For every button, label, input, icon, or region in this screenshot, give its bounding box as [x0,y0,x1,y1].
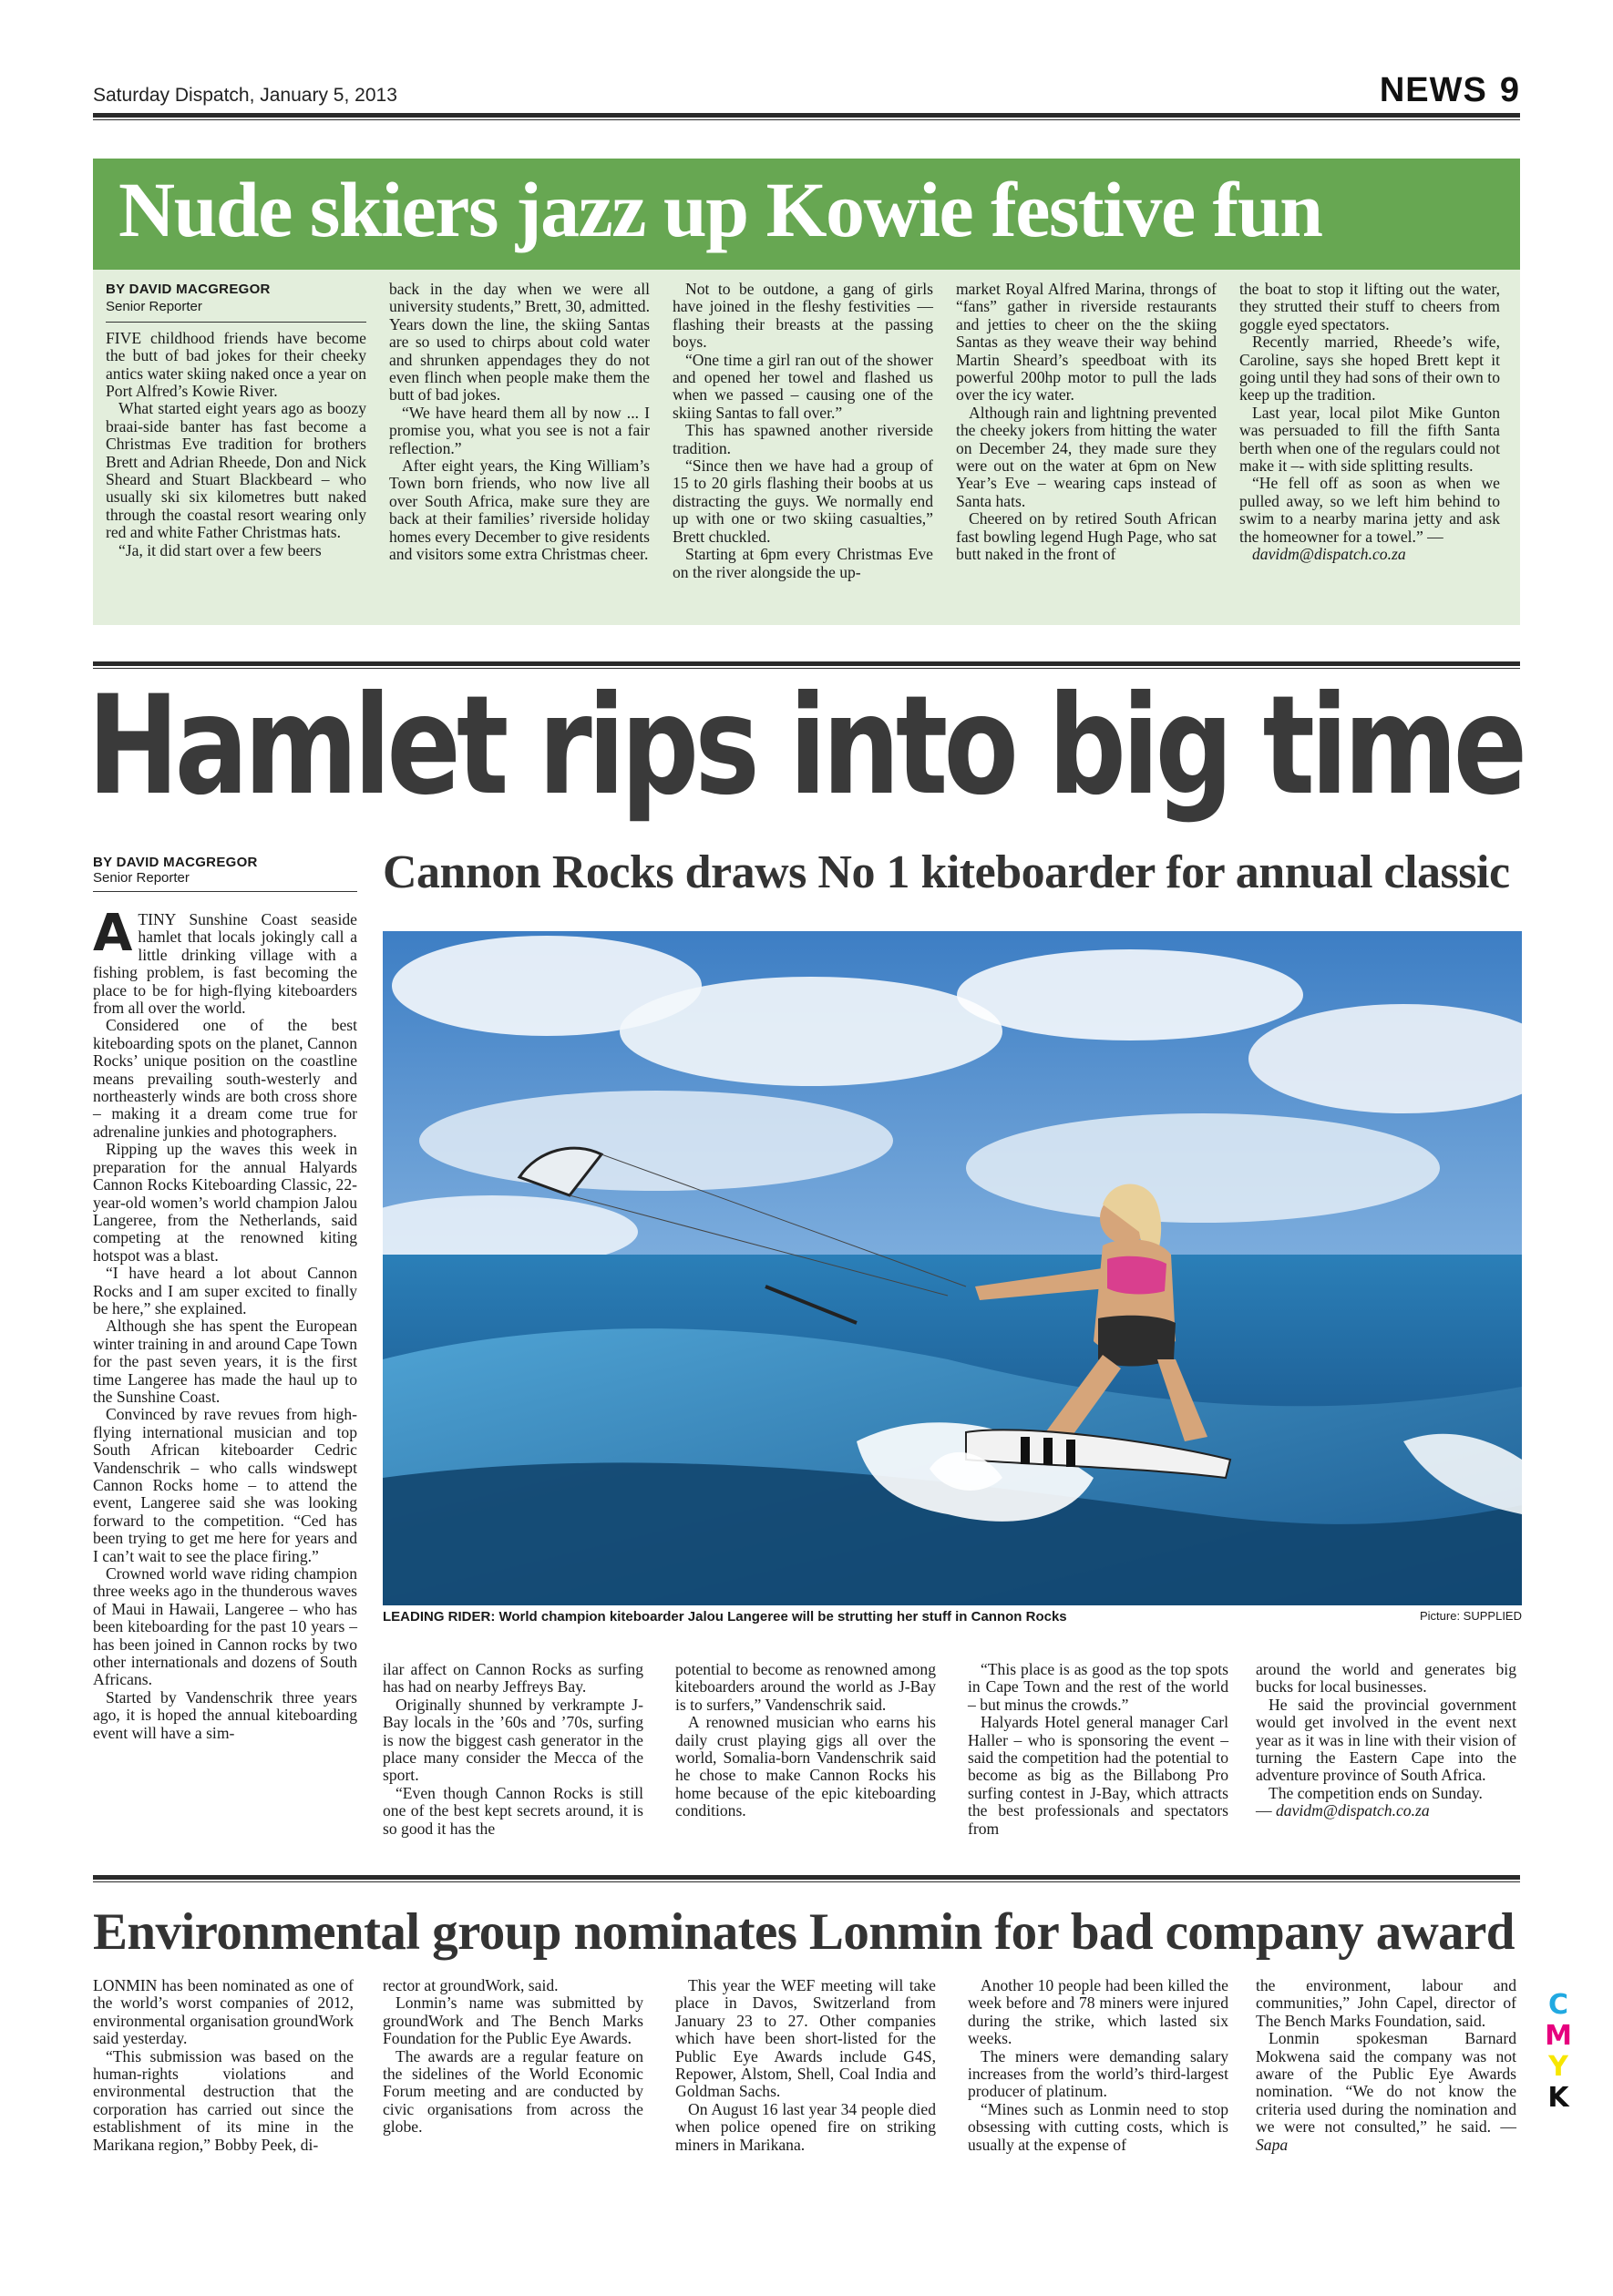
kowie-paragraph: “Ja, it did start over a few beers [118,540,322,559]
hamlet-paragraph: Although she has spent the European winter training in and around Cape Town for the past seven years, it is the first time Langeree has made the haul up to the Sunshine Coast. [93,1317,357,1406]
cmyk-key: K [1547,2082,1569,2114]
lonmin-paragraph: Lonmin’s name was submitted by groundWork and The Bench Marks Foundation for the Public Eye Awards. [383,1994,643,2048]
lonmin-headline: Environmental group nominates Lonmin for bad company award [93,1903,1515,1961]
hamlet-byline-rule [93,891,357,892]
hamlet-headline: Hamlet rips into big time [87,667,1524,825]
drop-cap: A [93,904,133,963]
hamlet-lead-column [93,904,357,1742]
lonmin-signoff: Sapa [1256,2135,1289,2154]
kowie-column-5 [1239,281,1500,564]
lonmin-column-5 [1256,1977,1516,2154]
hamlet-column-4 [968,1661,1228,1838]
hamlet-byline-block [93,855,357,899]
kowie-paragraph: Not to be outdone, a gang of girls have joined in the fleshy festivities — flashing their breasts at the passing boys. [673,280,933,352]
hamlet-column-5 [1256,1661,1516,1820]
kowie-paragraph: Although rain and lightning prevented the cheeky jokers from hitting the water on December 24, they made sure they were out on the water at 6pm on New Year’s Eve – wearing caps instead of Santa hats. [956,403,1217,510]
kowie-headline: Nude skiers jazz up Kowie festive fun [118,166,1322,253]
lonmin-column-4 [968,1977,1228,2154]
page-number: 9 [1499,71,1520,109]
hamlet-paragraph: Originally shunned by verkrampte J-Bay locals in the ’60s and ’70s, surfing is now the biggest cash generator in the place many consider the Mecca of the sport. [383,1695,643,1785]
kowie-paragraph: This has spawned another riverside tradition. [673,421,933,457]
hamlet-paragraph: “Even though Cannon Rocks is still one of the best kept secrets around, it is so good it has the [383,1783,643,1838]
kowie-byline-role: Senior Reporter [106,299,202,315]
hamlet-paragraph: Convinced by rave revues from high-flying international musician and top South African kiteboarder Cedric Vandenschrik – who calls windswept Cannon Rocks home – to attend the event, Langeree said she was looking forward to the competition. “Ced has been trying to get me here for years and I can’t wait to see the place firing.” [93,1405,357,1565]
kiteboarder-illustration [383,931,1522,1605]
hamlet-paragraph: Ripping up the waves this week in preparation for the annual Halyards Cannon Rocks Kiteboarding Classic, 22-year-old women’s world champion Jalou Langeree, from the Netherlands, said competing at the renowned kiting hotspot was a blast. [93,1140,357,1265]
photo-caption [383,1609,1522,1625]
kowie-paragraph: “One time a girl ran out of the shower and opened her towel and flashed us when we passed – causing one of the skiing Santas to fall over.” [673,350,933,422]
hamlet-column-3 [675,1661,936,1820]
section-name: NEWS [1379,71,1487,109]
lonmin-paragraph: LONMIN has been nominated as one of the world’s worst companies of 2012, environmental organisation groundWork said yesterday. [93,1976,354,2048]
lonmin-paragraph: This year the WEF meeting will take place in Davos, Switzerland from January 23 to 27. Other companies which have been short-listed for the Public Eye Awards include G4S, Repower, Alstom, Shell, Coal India and Goldman Sachs. [675,1976,936,2101]
kowie-email [1239,546,1500,563]
kowie-paragraph: Starting at 6pm every Christmas Eve on the river alongside the up- [673,545,933,581]
hamlet-paragraph: A renowned musician who earns his daily crust playing gigs all over the world, Somalia-born Vandenschrik said he chose to make Cannon Rocks his home because of the epic kiteboarding conditions. [675,1713,936,1820]
kiteboarder-photo [383,931,1522,1605]
lonmin-paragraph: On August 16 last year 34 people died when police opened fire on striking miners in Marikana. [675,2099,936,2154]
kowie-paragraph: Recently married, Rheede’s wife, Caroline, says she hoped Brett kept it going until they had sons of their own to keep up the tradition. [1239,333,1500,405]
hamlet-byline-role: Senior Reporter [93,870,190,886]
hamlet-paragraph: ilar affect on Cannon Rocks as surfing has had on nearby Jeffreys Bay. [383,1660,643,1696]
hamlet-paragraph: “This place is as good as the top spots in Cape Town and the rest of the world – but minus the crowds.” [968,1660,1228,1714]
cmyk-magenta: M [1545,2020,1572,2052]
lonmin-rule [93,1875,1520,1880]
kowie-paragraph: FIVE childhood friends have become the butt of bad jokes for their cheeky antics water skiing naked once a year on Port Alfred’s Kowie River. [106,328,366,401]
kowie-paragraph: What started eight years ago as boozy braai-side banter has fast become a Christmas Eve tradition for brothers Brett and Adrian Rheede, Don and Nick Sheard and Stuart Blackbeard – who usually ski six kilometres butt naked through the coastal resort wearing only red and white Father Christmas hats. [106,399,366,542]
lonmin-paragraph: Another 10 people had been killed the week before and 78 miners were injured during the strike, which lasted six weeks. [968,1976,1228,2048]
section-label [1380,71,1520,110]
cmyk-cyan: C [1547,1989,1569,2021]
kowie-paragraph: the boat to stop it lifting out the water, they strutted their stuff to cheers from goggle eyed spectators. [1239,280,1500,333]
kowie-paragraph: “Since then we have had a group of 15 to 20 girls flashing their boobs at us distracting the guys. We normally end up with one or two skiing casualties,” Brett chuckled. [673,456,933,546]
lonmin-rule-thin [93,1881,1520,1882]
hamlet-subheadline: Cannon Rocks draws No 1 kiteboarder for annual classic [383,846,1510,898]
photo-credit: Picture: SUPPLIED [1420,1609,1522,1623]
kowie-column-2 [389,281,650,564]
kowie-paragraph: “He fell off as soon as when we pulled away, so we left him behind to swim to a nearby marina jetty and ask the homeowner for a towel.” — [1239,474,1500,546]
cmyk-marks [1540,1990,1577,2114]
hamlet-paragraph: Considered one of the best kiteboarding spots on the planet, Cannon Rocks’ unique position on the coastline means prevailing south-westerly and northeasterly winds are both cross shore – making it a dream come true for adrenaline junkies and photographers. [93,1016,357,1141]
hamlet-paragraph: The competition ends on Sunday. [1269,1783,1483,1802]
hamlet-column-2 [383,1661,643,1838]
lonmin-paragraph-text: Lonmin spokesman Barnard Mokwena said the company was not aware of the Public Eye Awards nomination. “We do not know the criteria used during the nomination and we were not consulted,” he said. — [1256,2029,1516,2137]
lonmin-paragraph [1256,2030,1516,2154]
lonmin-column-2 [383,1977,643,2137]
hamlet-paragraph: Halyards Hotel general manager Carl Haller – who is sponsoring the event – said the competition had the potential to become as big as the Billabong Pro surfing contest in J-Bay, which attracts the best professionals and spectators from [968,1713,1228,1838]
kowie-column-3 [673,281,933,581]
hamlet-lead-paragraph [93,904,357,1018]
lonmin-paragraph: The miners were demanding salary increases from the world’s third-largest producer of platinum. [968,2046,1228,2101]
lonmin-column-3 [675,1977,936,2154]
kowie-email-text: davidm@dispatch.co.za [1252,545,1406,564]
hamlet-paragraph: Started by Vandenschrik three years ago, it is hoped the annual kiteboarding event will have a sim- [93,1687,357,1742]
lonmin-paragraph: rector at groundWork, said. [383,1976,559,1994]
lonmin-paragraph: The awards are a regular feature on the sidelines of the World Economic Forum meeting and are conducted by civic organisations from across the globe. [383,2046,643,2137]
kowie-column-4 [956,281,1217,564]
hamlet-paragraph: around the world and generates big bucks for local businesses. [1256,1660,1516,1696]
kowie-byline-rule [106,322,366,323]
folio-rule [93,113,1520,118]
hamlet-paragraph: Crowned world wave riding champion three weeks ago in the thunderous waves of Maui in Hawaii, Langeree – who has been kiteboarding for the past 10 years – has been joined in Cannon rocks by two other internationals and dozens of South Africans. [93,1564,357,1689]
kowie-paragraph: market Royal Alfred Marina, throngs of “fans” gather in riverside restaurants and jetties to cheer on the the skiing Santas as they weave their way behind Martin Sheard’s speedboat with its powerful 200hp motor to pull the lads over the icy water. [956,280,1217,405]
lonmin-paragraph: “This submission was based on the human-rights violations and environmental destruction that the corporation has carried out since the establishment of its mine in the Marikana region,” Bobby Peek, di- [93,2046,354,2154]
hamlet-email: — davidm@dispatch.co.za [1256,1801,1430,1820]
kowie-column-1 [106,281,366,559]
hamlet-byline: BY DAVID MACGREGOR [93,855,258,870]
hamlet-paragraph: “I have heard a lot about Cannon Rocks and I am super excited to finally be here,” she explained. [93,1264,357,1317]
kowie-byline: BY DAVID MACGREGOR [106,282,271,297]
kowie-paragraph: “We have heard them all by now ... I promise you, what you see is not a fair reflection.” [389,403,650,457]
caption-text: LEADING RIDER: World champion kiteboarder Jalou Langeree will be strutting her stuff in Cannon Rocks [383,1609,1067,1625]
hamlet-email-text: davidm@dispatch.co.za [1276,1801,1430,1820]
lonmin-paragraph: the environment, labour and communities,” John Capel, director of The Bench Marks Foundation, said. [1256,1976,1516,2030]
lonmin-paragraph: “Mines such as Lonmin need to stop obsessing with cutting costs, which is usually at the expense of [968,2099,1228,2154]
kowie-paragraph: Cheered on by retired South African fast bowling legend Hugh Page, who sat butt naked in the front of [956,509,1217,564]
kowie-paragraph: After eight years, the King William’s Town born friends, who now live all over South Africa, make sure they are back at their families’ riverside holiday homes every December to give residents and visitors some extra Christmas cheer. [389,456,650,564]
folio-date: Saturday Dispatch, January 5, 2013 [93,85,397,106]
kowie-paragraph: Last year, local pilot Mike Gunton was persuaded to fill the fifth Santa berth when one of the regulars could not make it –- with side splitting results. [1239,403,1500,476]
cmyk-yellow: Y [1548,2051,1568,2083]
lonmin-column-1 [93,1977,354,2154]
hamlet-rule [93,661,1520,666]
hamlet-paragraph: He said the provincial government would get involved in the event next year as it was in line with their vision of turning the Eastern Cape into the adventure province of South Africa. [1256,1695,1516,1785]
folio-rule-thin [93,119,1520,120]
hamlet-paragraph: potential to become as renowned among kiteboarders around the world as J-Bay is to surfers,” Vandenschrik said. [675,1660,936,1714]
kowie-paragraph: back in the day when we were all university students,” Brett, 30, admitted. Years down the line, the skiing Santas are so used to chirps about cold water and shrunken appendages they do not even flinch when people make them the butt of bad jokes. [389,280,650,405]
hamlet-lead-text: TINY Sunshine Coast seaside hamlet that locals jokingly call a little drinking village with a fishing problem, is fast becoming the place to be for high-flying kiteboarders from all over the world. [93,910,357,1018]
